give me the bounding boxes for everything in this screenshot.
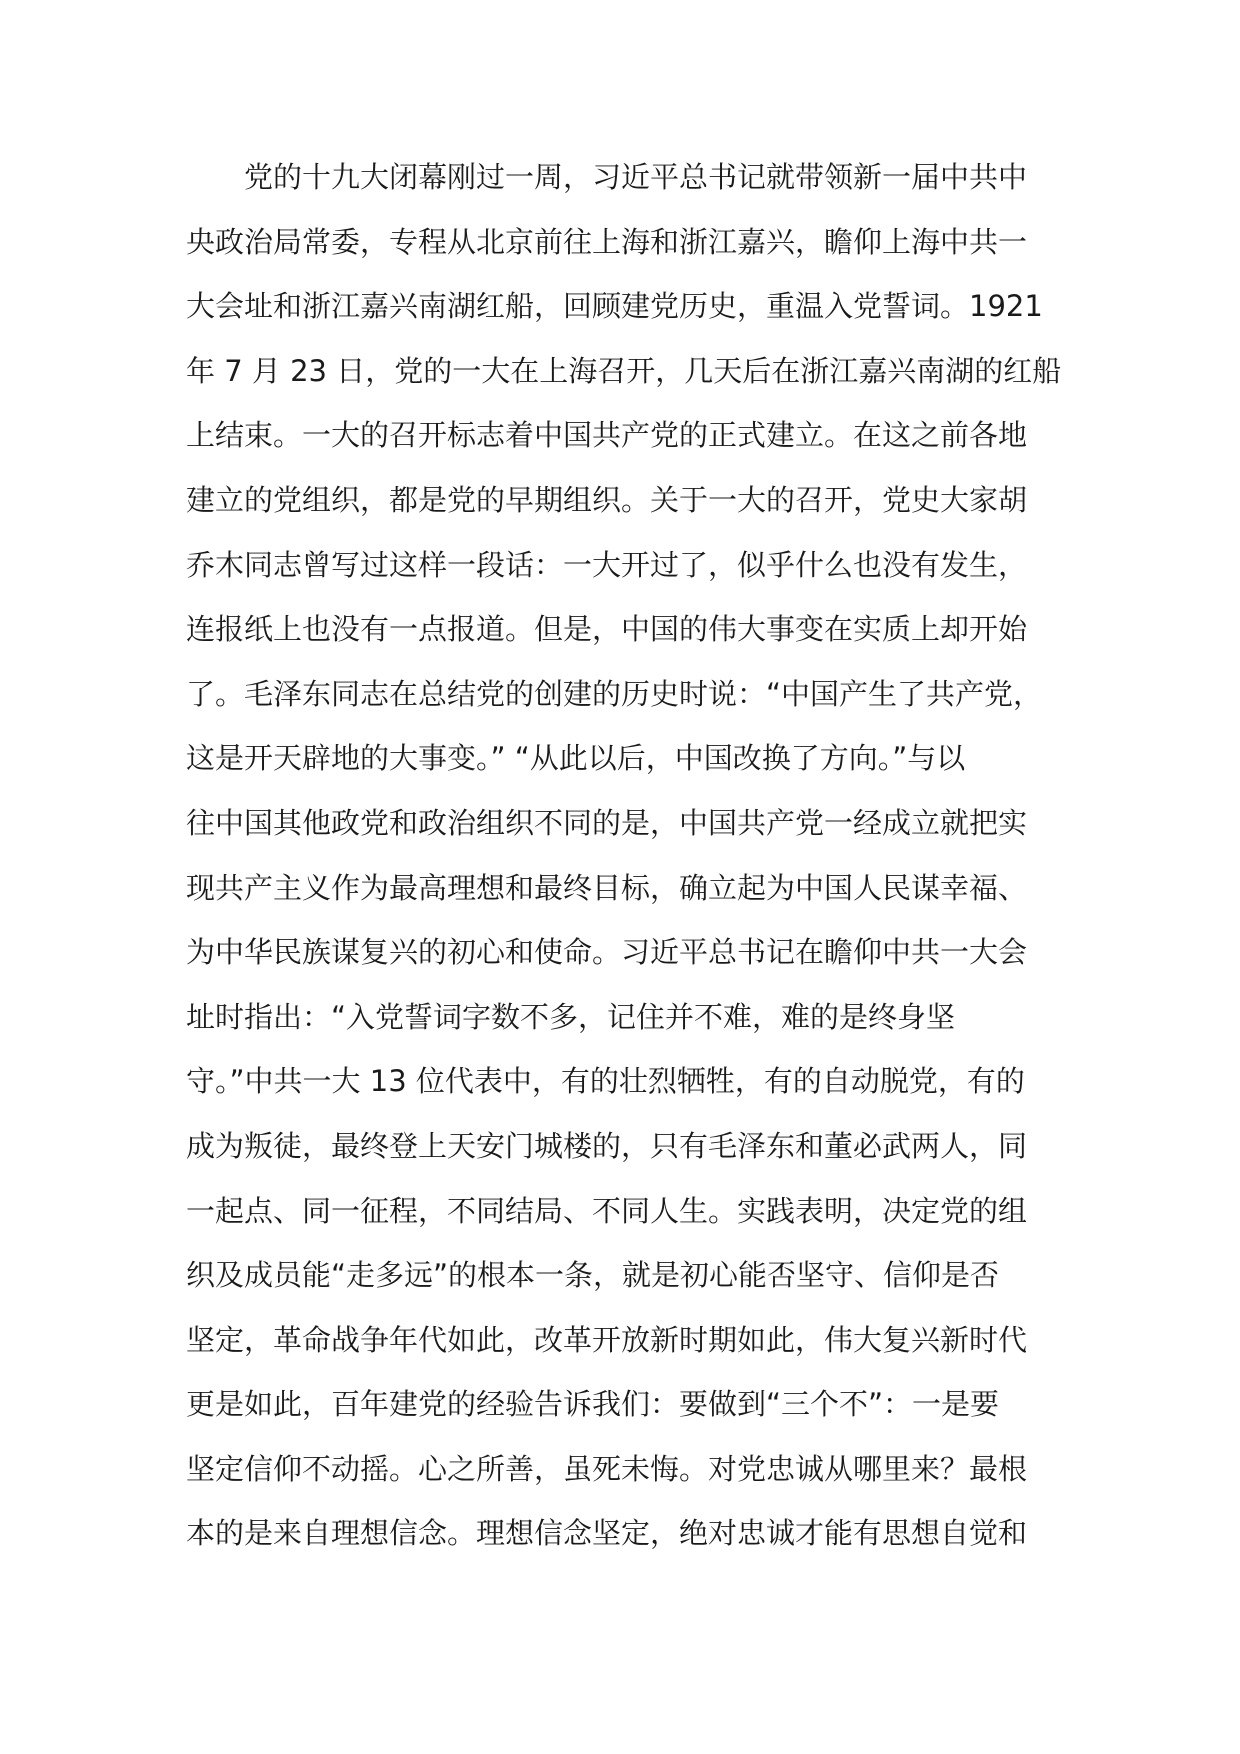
text-line: 更是如此，百年建党的经验告诉我们：要做到“三个不”：一是要 xyxy=(186,1387,1000,1422)
text-line: 址时指出：“入党誓词字数不多，记住并不难，难的是终身坚 xyxy=(186,999,956,1034)
text-line: 党的十九大闭幕刚过一周，习近平总书记就带领新一届中共中 xyxy=(244,160,1028,194)
text-line: 这是开天辟地的大事变。” “从此以后，中国改换了方向。”与以 xyxy=(186,741,966,776)
text-line: 为中华民族谋复兴的初心和使命。习近平总书记在瞻仰中共一大会 xyxy=(186,935,1028,970)
text-line: 坚定信仰不动摇。心之所善，虽死未悔。对党忠诚从哪里来？最根 xyxy=(186,1451,1028,1486)
text-line: 乔木同志曾写过这样一段话：一大开过了，似乎什么也没有发生， xyxy=(186,547,1028,582)
text-line: 本的是来自理想信念。理想信念坚定，绝对忠诚才能有思想自觉和 xyxy=(186,1516,1028,1551)
text-line: 坚定，革命战争年代如此，改革开放新时期如此，伟大复兴新时代 xyxy=(186,1322,1028,1357)
text-line: 现共产主义作为最高理想和最终目标，确立起为中国人民谋幸福、 xyxy=(186,870,1028,905)
text-line: 年 7 月 23 日，党的一大在上海召开，几天后在浙江嘉兴南湖的红船 xyxy=(186,353,1062,388)
text-line: 建立的党组织，都是党的早期组织。关于一大的召开，党史大家胡 xyxy=(186,482,1028,517)
text-line: 守。”中共一大 13 位代表中，有的壮烈牺牲，有的自动脱党，有的 xyxy=(186,1064,1025,1099)
text-line: 一起点、同一征程，不同结局、不同人生。实践表明，决定党的组 xyxy=(186,1193,1028,1228)
text-line: 织及成员能“走多远”的根本一条，就是初心能否坚守、信仰是否 xyxy=(186,1258,1000,1293)
text-line: 往中国其他政党和政治组织不同的是，中国共产党一经成立就把实 xyxy=(186,805,1028,840)
text-line: 央政治局常委，专程从北京前往上海和浙江嘉兴，瞻仰上海中共一 xyxy=(186,224,1028,259)
text-line: 成为叛徒，最终登上天安门城楼的，只有毛泽东和董必武两人，同 xyxy=(186,1128,1028,1163)
text-line: 了。毛泽东同志在总结党的创建的历史时说：“中国产生了共产党， xyxy=(186,676,1043,711)
text-line: 大会址和浙江嘉兴南湖红船，回顾建党历史，重温入党誓词。1921 xyxy=(186,289,1043,324)
text-line: 连报纸上也没有一点报道。但是，中国的伟大事变在实质上却开始 xyxy=(186,612,1028,647)
body-paragraph xyxy=(186,145,1066,1566)
text-line: 上结束。一大的召开标志着中国共产党的正式建立。在这之前各地 xyxy=(186,418,1028,453)
